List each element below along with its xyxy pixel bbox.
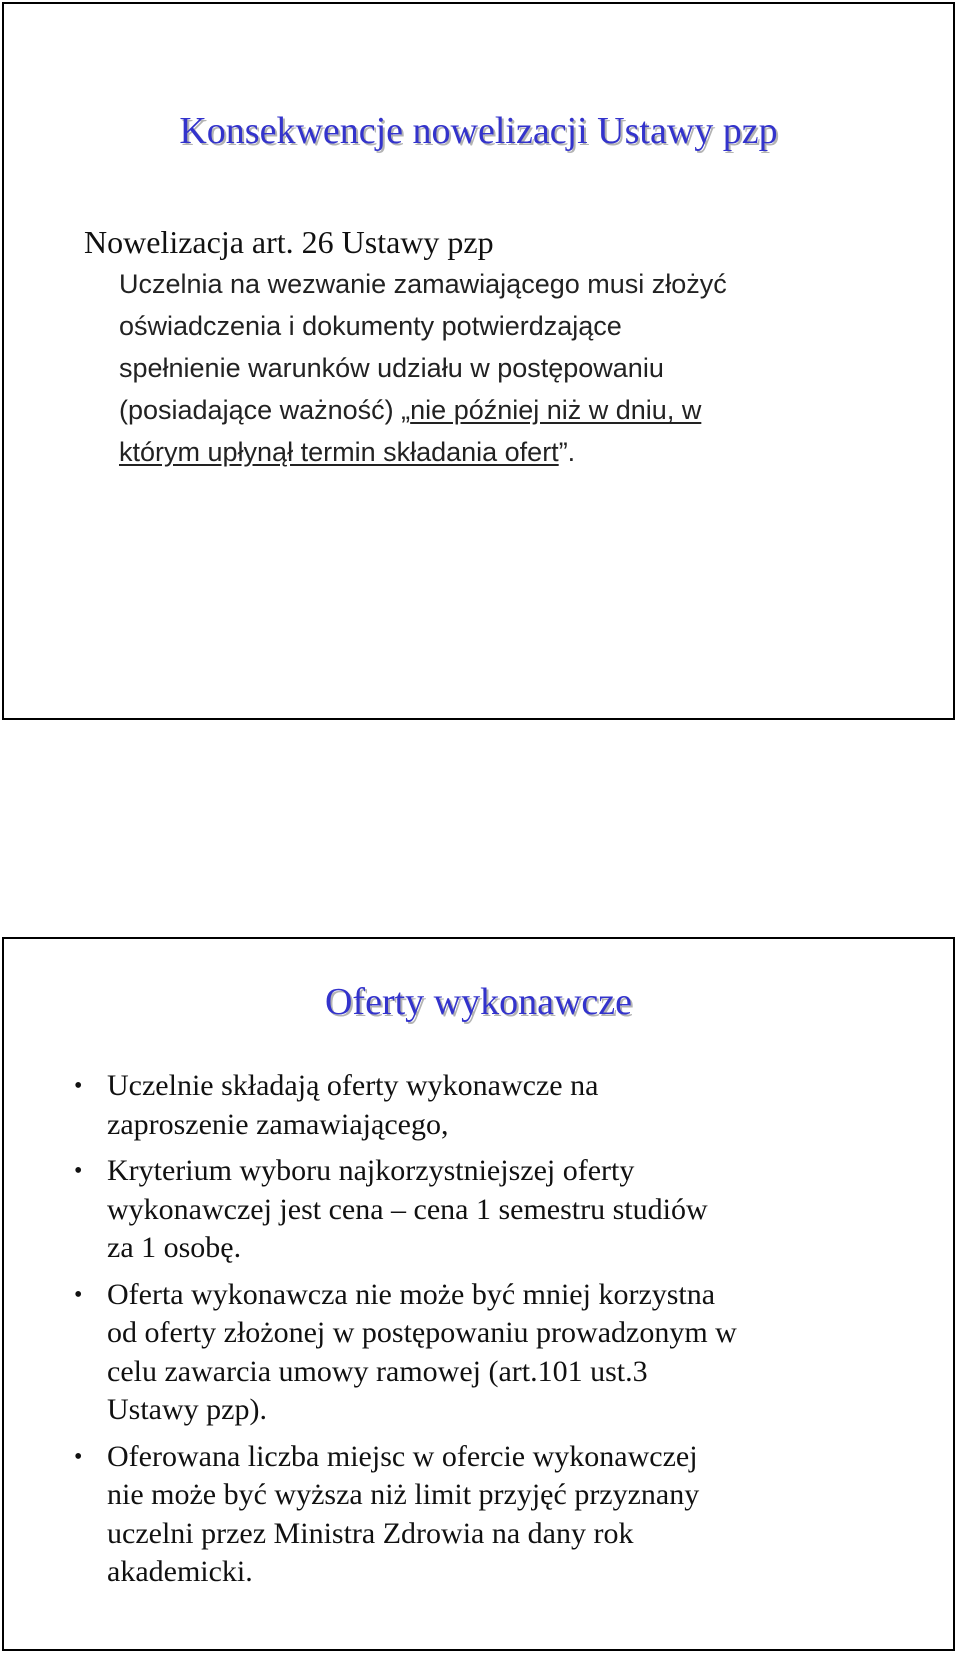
body-line-prefix: (posiadające ważność) (119, 395, 402, 425)
bullet-text-line: Oferta wykonawcza nie może być mniej korzystna (107, 1277, 716, 1311)
slide-title: Konsekwencje nowelizacji Ustawy pzp (179, 110, 778, 152)
bullet-text-line: za 1 osobę. (107, 1231, 242, 1264)
bullet-text-line: Ustawy pzp). (107, 1393, 267, 1426)
slide-title: Oferty wykonawcze (324, 981, 633, 1023)
body-line (119, 431, 919, 473)
bullet-icon: • (74, 1073, 83, 1099)
bullet-icon: • (74, 1158, 83, 1184)
bullet-text-line: zaproszenie zamawiającego, (107, 1107, 449, 1141)
bullet-icon: • (74, 1443, 83, 1470)
body-line (119, 389, 919, 431)
body-line: spełnienie warunków udziału w postępowaniu (119, 353, 664, 383)
quote-open: „ (401, 395, 411, 425)
bullet-text-line: Uczelnie składają oferty wykonawcze na (107, 1069, 599, 1102)
bullet-text-line: akademicki. (107, 1555, 253, 1588)
slide-1 (2, 2, 955, 720)
bullet-item (74, 1438, 904, 1592)
bullet-text-line: wykonawczej jest cena – cena 1 semestru studiów (107, 1192, 708, 1226)
body-line: oświadczenia i dokumenty potwierdzające (119, 311, 622, 341)
bullet-list (74, 1067, 904, 1600)
bullet-text-line: celu zawarcia umowy ramowej (art.101 ust.3 (107, 1354, 648, 1388)
bullet-icon: • (74, 1281, 83, 1308)
underlined-deadline-text: którym upłynął termin składania ofert (119, 437, 559, 467)
bullet-text-line: Kryterium wyboru najkorzystniejszej oferty (107, 1154, 635, 1187)
slide-body-text (119, 263, 919, 473)
underlined-deadline-text: nie później niż w dniu, w (410, 395, 702, 425)
bullet-item (74, 1067, 904, 1144)
bullet-item (74, 1152, 904, 1268)
bullet-text-line: Oferowana liczba miejsc w ofercie wykonawczej (107, 1439, 698, 1473)
quote-close: ”. (558, 437, 576, 467)
bullet-item (74, 1276, 904, 1430)
bullet-text-line: uczelni przez Ministra Zdrowia na dany rok (107, 1516, 634, 1550)
body-line: Uczelnia na wezwanie zamawiającego musi złożyć (119, 269, 727, 299)
slide-2 (2, 937, 955, 1651)
bullet-text-line: nie może być wyższa niż limit przyjęć przyznany (107, 1478, 700, 1511)
section-heading: Nowelizacja art. 26 Ustawy pzp (84, 224, 494, 260)
bullet-text-line: od oferty złożonej w postępowaniu prowadzonym w (107, 1316, 737, 1349)
